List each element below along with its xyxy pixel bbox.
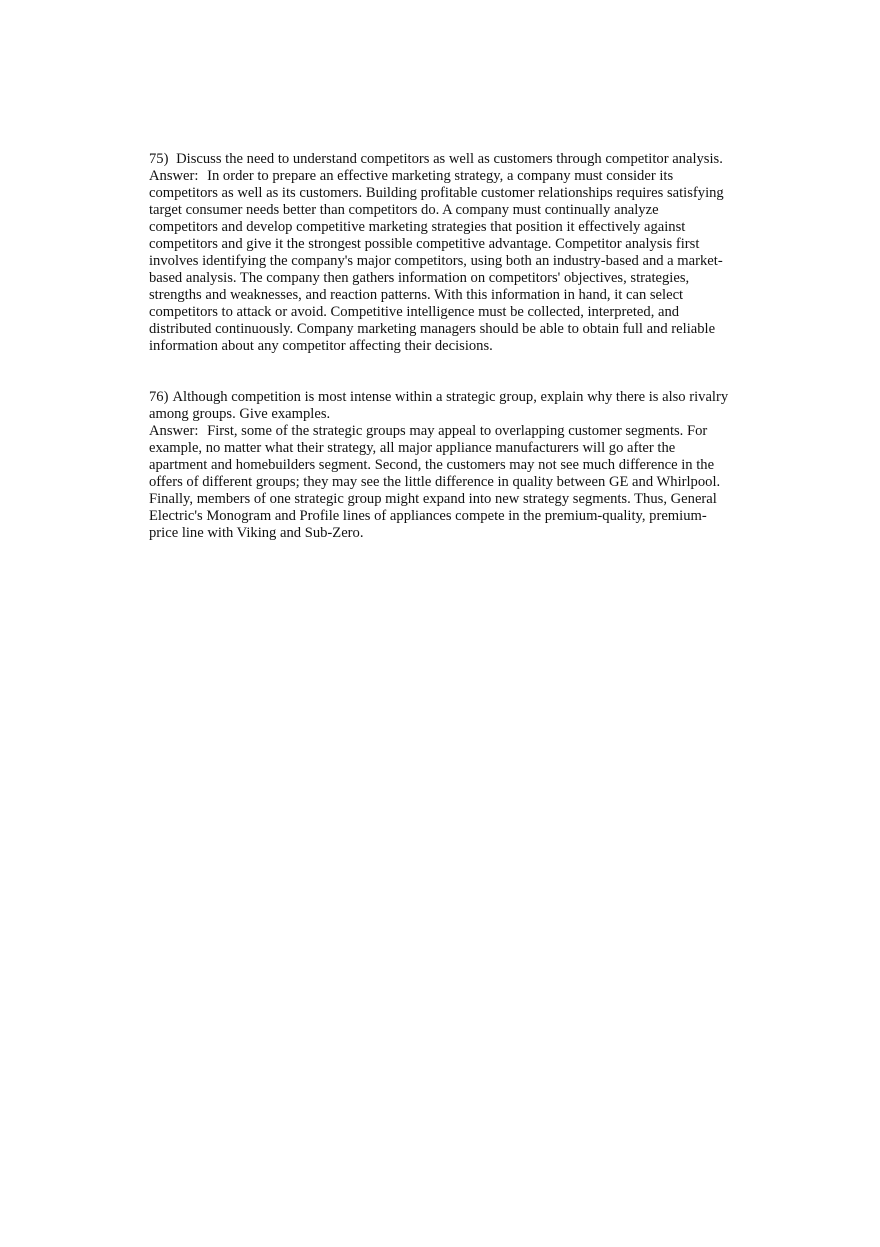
question-number: 76) xyxy=(149,389,169,405)
question-text xyxy=(149,151,729,168)
answer-body: In order to prepare an effective marketing strategy, a company must consider its competitors as well as its customers. Building profitable customer relationships requires satisfying target consumer needs better than competitors do. A company must continually analyze competitors and develop competitive marketing strategies that position it effectively against competitors and give it the strongest possible competitive advantage. Competitor analysis first involves identifying the company's major competitors, using both an industry-based and a market-based analysis. The company then gathers information on competitors' objectives, strategies, strengths and weaknesses, and reaction patterns. With this information in hand, it can select competitors to attack or avoid. Competitive intelligence must be collected, interpreted, and distributed continuously. Company marketing managers should be able to obtain full and reliable information about any competitor affecting their decisions. xyxy=(149,168,724,354)
question-item-76 xyxy=(149,389,729,542)
answer-label: Answer: xyxy=(149,168,199,184)
answer-body: First, some of the strategic groups may appeal to overlapping customer segments. For example, no matter what their strategy, all major appliance manufacturers will go after the apartment and homebuilders segment. Second, the customers may not see much difference in the offers of different groups; they may see the little difference in quality between GE and Whirlpool. Finally, members of one strategic group might expand into new strategy segments. Thus, General Electric's Monogram and Profile lines of appliances compete in the premium-quality, premium-price line with Viking and Sub-Zero. xyxy=(149,423,721,541)
question-item-75 xyxy=(149,151,729,355)
question-text xyxy=(149,389,729,423)
answer-label: Answer: xyxy=(149,423,199,439)
answer-text xyxy=(149,423,729,542)
document-content xyxy=(149,151,729,542)
answer-text xyxy=(149,168,729,355)
question-body: Although competition is most intense within a strategic group, explain why there is also rivalry among groups. Give examples. xyxy=(149,389,729,422)
question-number: 75) xyxy=(149,151,169,167)
question-body: Discuss the need to understand competitors as well as customers through competitor analysis. xyxy=(176,151,723,167)
